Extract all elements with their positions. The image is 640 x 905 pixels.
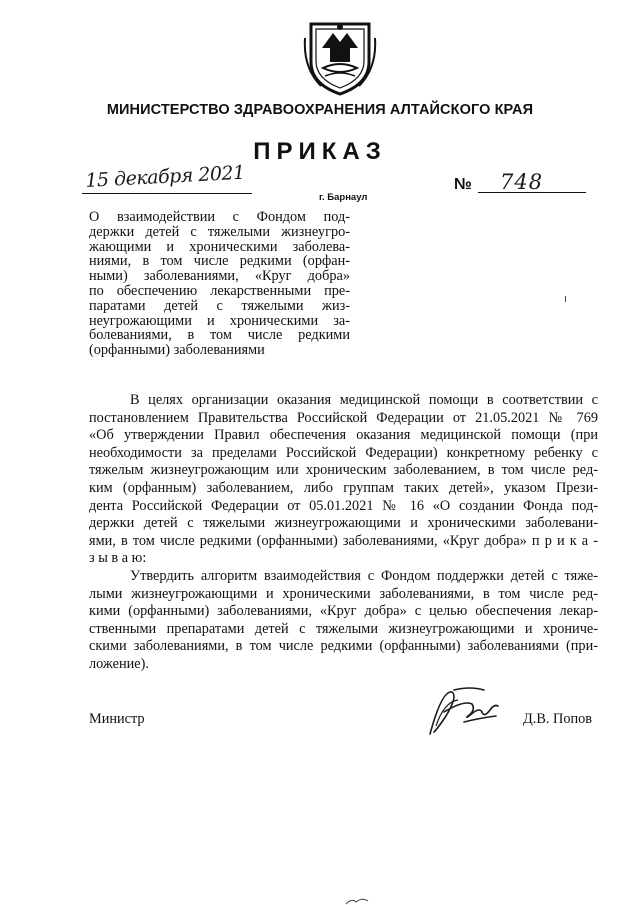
document-type-title: ПРИКАЗ xyxy=(253,138,387,165)
paragraph-line: тяжелым жизнеугрожающим или хроническим заболеванием, в том числе ред- xyxy=(89,462,598,479)
number-underline xyxy=(478,192,586,193)
subject-line: неугрожающими и хроническими за- xyxy=(89,312,350,329)
ministry-title: МИНИСТЕРСТВО ЗДРАВООХРАНЕНИЯ АЛТАЙСКОГО КРАЯ xyxy=(106,102,534,118)
subject-line: ниями, в том числе редкими (орфан- xyxy=(89,253,350,270)
subject-line: держки детей с тяжелыми жизнеугро- xyxy=(89,223,350,240)
paragraph-line: В целях организации оказания медицинской помощи в соответствии с xyxy=(130,392,598,408)
paragraph-line: дента Российской Федерации от 05.01.2021 № 16 «О создании Фонда под- xyxy=(89,497,598,514)
subject-line: болеваниями, в том числе редкими xyxy=(89,327,350,344)
paragraph-line: з ы в а ю: xyxy=(89,550,147,567)
subject-line: О взаимодействии с Фондом под- xyxy=(89,209,350,225)
subject-line: по обеспечению лекарственными пре- xyxy=(89,282,350,299)
subject-line: жающими и хроническими заболева- xyxy=(89,238,350,255)
order-number: 748 xyxy=(500,170,544,194)
page-edge-mark xyxy=(344,896,374,905)
subject-line: паратами детей с тяжелыми жиз- xyxy=(89,297,350,314)
paragraph-line: постановлением Правительства Российской Федерации от 21.05.2021 № 769 xyxy=(89,409,598,426)
paragraph-line: ложение). xyxy=(89,655,149,672)
coat-of-arms-icon xyxy=(303,18,377,98)
handwritten-signature-icon xyxy=(424,682,504,740)
paragraph-line: лыми жизнеугрожающими и хроническими заболеваниями, в том числе ред- xyxy=(89,585,598,602)
number-label: № xyxy=(454,176,472,193)
paragraph-line: держки детей с тяжелыми жизнеугрожающими и хроническими заболевани- xyxy=(89,515,598,532)
subject-line: ными) заболеваниями, «Круг добра» xyxy=(89,268,350,285)
preamble-paragraph xyxy=(89,392,598,568)
signer-name: Д.В. Попов xyxy=(523,711,593,727)
signer-position: Министр xyxy=(89,711,145,727)
paragraph-line: ким (орфанным) заболеванием, либо группам таких детей», указом Прези- xyxy=(89,479,598,496)
order-date: 15 декабря 2021 xyxy=(84,161,246,192)
city-label: г. Барнаул xyxy=(319,192,368,203)
paragraph-line: скими заболеваниями, в том числе редкими (орфанными) заболеваниями (при- xyxy=(89,638,598,655)
order-subject xyxy=(89,210,350,358)
paragraph-line: ями, в том числе редкими (орфанными) заболеваниями, «Круг добра» п р и к а - xyxy=(89,532,598,549)
subject-line: (орфанными) заболеваниями xyxy=(89,342,265,359)
paragraph-line: ственными препаратами детей с тяжелыми жизнеугрожающими и хрониче- xyxy=(89,620,598,637)
paragraph-line: «Об утверждении Правил обеспечения оказания медицинской помощи (при xyxy=(89,427,598,444)
order-clause-paragraph xyxy=(89,568,598,674)
scan-artifact xyxy=(565,296,566,302)
date-underline xyxy=(82,193,252,194)
paragraph-line: Утвердить алгоритм взаимодействия с Фондом поддержки детей с тяже- xyxy=(130,568,598,584)
paragraph-line: необходимости за пределами Российской Федерации) конкретному ребенку с xyxy=(89,444,598,461)
paragraph-line: кими (орфанными) заболеваниями, «Круг добра» с целью обеспечения лекар- xyxy=(89,603,598,620)
